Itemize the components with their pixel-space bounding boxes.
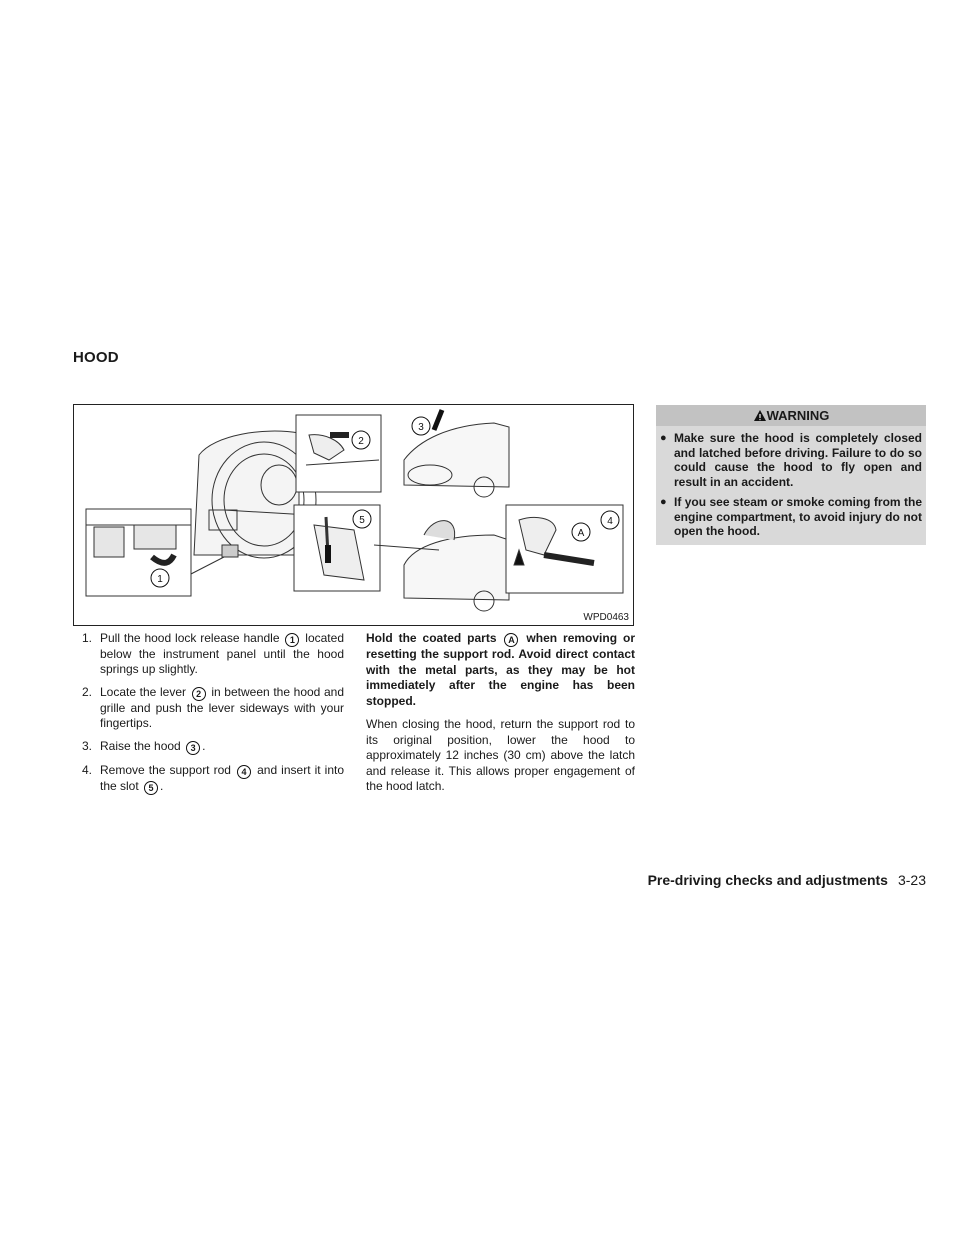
step-text: Raise the hood [100,739,181,753]
list-item [82,631,344,677]
warning-list [656,426,926,539]
list-item [660,495,922,539]
bullet-icon: ● [660,432,667,444]
list-item [82,763,344,795]
callout-A: A [577,528,585,539]
callout-3: 3 [418,422,424,433]
step-number: 3. [82,739,93,753]
callout-1: 1 [157,574,163,585]
note-text: when removing or resetting the support rod. Avoid direct contact with the metal parts, as they may be hot immediately after the engine has been stopped. [366,631,635,708]
step-text: Remove the support rod [100,763,231,777]
page-number: 3-23 [897,872,926,888]
hood-diagram [74,405,633,625]
warning-box [656,405,926,545]
warning-label: WARNING [766,408,830,423]
footer-section: Pre-driving checks and adjustments [647,872,888,888]
section-heading: HOOD [73,349,119,366]
ref-circle: 2 [192,687,206,701]
note-text: Hold the coated parts [366,631,497,645]
step-text: Locate the lever [100,685,187,699]
notes-column [366,631,635,803]
callout-4: 4 [607,516,613,527]
list-item [660,431,922,489]
warning-text: If you see steam or smoke coming from the engine compartment, to avoid injury do not open the hood. [674,495,922,538]
ref-circle: 4 [237,765,251,779]
callout-2: 2 [358,436,364,447]
figure-code: WPD0463 [583,612,629,623]
step-text: . [160,779,164,793]
step-number: 1. [82,631,93,645]
step-number: 2. [82,685,93,699]
ref-circle: 5 [144,781,158,795]
step-text: and insert it into the slot [100,763,344,793]
bullet-icon: ● [660,496,667,508]
page-footer [648,872,926,888]
step-text: Pull the hood lock release handle [100,631,280,645]
coated-parts-note [366,631,635,709]
ref-circle: 3 [186,741,200,755]
step-text: . [202,739,206,753]
closing-note: When closing the hood, return the support rod to its original position, lower the hood to approximately 12 inches (30 cm) above the latch and release it. This allows proper engagement of the hood latch. [366,717,635,793]
warning-icon [753,409,767,422]
ref-circle: A [504,633,518,647]
step-text: in between the hood and grille and push the lever sideways with your fingertips. [100,685,345,730]
callout-5: 5 [359,515,365,526]
list-item [82,739,344,755]
ref-circle: 1 [285,633,299,647]
list-item [82,685,344,731]
steps-list [82,631,344,803]
hood-illustration [73,404,634,626]
warning-title [656,405,926,426]
step-number: 4. [82,763,93,777]
warning-text: Make sure the hood is completely closed and latched before driving. Failure to do so could cause the hood to fly open and result in an accident. [674,431,922,489]
step-text: located below the instrument panel until the hood springs up slightly. [100,631,344,676]
